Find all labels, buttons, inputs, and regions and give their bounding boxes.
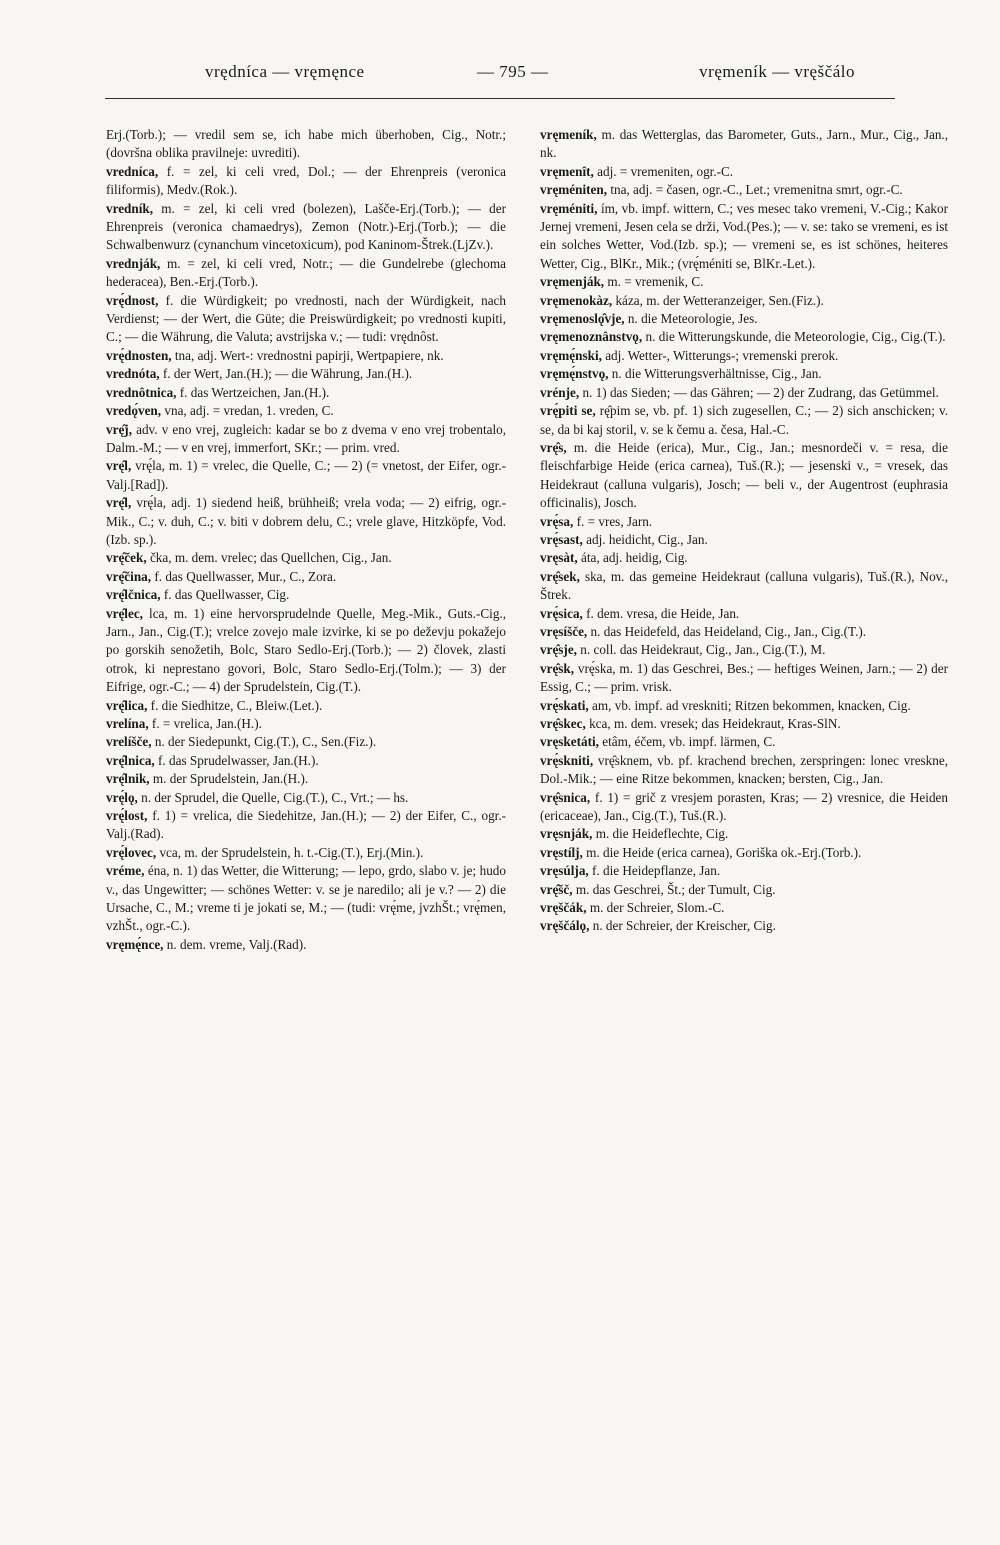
dictionary-entry [540, 881, 948, 899]
entry-text: éna, n. 1) das Wetter, die Witterung; — lepo, grdo, slabo v. je; hudo v., das Ungewitter; — schönes Wetter: v. se je naredilo; ali je v.? — 2) die Ursache, C., M.; vreme ti je jokati se, M.; — (tudi: vrę́me, jvzhŠt.; vrę́men, vzhŠt., ogr.-C.). [106, 863, 506, 934]
entry-text: rę̂pim se, vb. pf. 1) sich zugesellen, C.; — 2) sich anschicken; v. se, da bi kaj storil, v. se k čemu a. česa, Hal.-C. [540, 403, 948, 437]
dictionary-entry [540, 623, 948, 641]
entry-headword: vrę́sast, [540, 531, 583, 547]
entry-text: m. die Heide (erica), Mur., Cig., Jan.; mesnordeči v. = resa, die fleischfarbige Heide (erica carnea), Tuš.(R.); — jesenski v., = vresek, das Heidekraut (calluna vulgaris), Josch; — beli v., der Augentrost (euphrasia officinalis), Josch. [540, 439, 949, 511]
entry-headword: vrednják, [106, 255, 161, 271]
entry-text: áta, adj. heidig, Cig. [581, 550, 688, 566]
dictionary-entry [106, 200, 506, 255]
entry-text: f. die Heidepflanze, Jan. [592, 863, 721, 879]
entry-text: adv. v eno vrej, zugleich: kadar se bo z dvema v eno vrej trobentalo, Dalm.-M.; — v en vrej, immerfort, SKr.; — prim. vred. [106, 421, 507, 455]
entry-headword: vredǫ́ven, [106, 403, 162, 419]
dictionary-entry [106, 163, 506, 200]
dictionary-entry [540, 733, 948, 751]
entry-headword: vręmeník, [540, 127, 597, 142]
entry-text: m. das Wetterglas, das Barometer, Guts., Jarn., Mur., Cig., Jan., nk. [540, 127, 949, 161]
entry-headword: vrę̂sje, [540, 642, 577, 658]
entry-headword: vręmenoznânstvǫ, [540, 329, 643, 345]
entry-headword: vręméniti, [540, 200, 598, 216]
entry-text: f. = vres, Jarn. [576, 513, 653, 529]
dictionary-entry [106, 365, 506, 383]
entry-headword: vręsnják, [540, 826, 593, 842]
dictionary-entry [540, 641, 948, 659]
dictionary-entry [106, 605, 506, 697]
dictionary-entry [106, 494, 506, 549]
dictionary-entry [540, 660, 948, 697]
entry-text: n. der Siedepunkt, Cig.(T.), C., Sen.(Fiz.). [154, 734, 377, 750]
entry-text: vrę́ska, m. 1) das Geschrei, Bes.; — heftiges Weinen, Jarn.; — 2) der Essig, C.; — prim. vrisk. [540, 660, 948, 695]
dictionary-entry [540, 163, 948, 181]
dictionary-entry [540, 825, 948, 843]
entry-text: vrę̂sknem, vb. pf. krachend brechen, zerspringen: lonec vreskne, Dol.-Mik.; — eine Ritze bekommen, knacken; bersten, Cig., Jan. [540, 752, 949, 787]
entry-headword: vrę̂čina, [106, 568, 152, 584]
entry-headword: vrę̂sk, [540, 660, 575, 676]
entry-text: vca, m. der Sprudelstein, h. t.-Cig.(T.), Erj.(Min.). [159, 844, 424, 860]
dictionary-entry [106, 697, 506, 715]
entry-headword: vręsíšče, [540, 623, 588, 639]
entry-headword: vręstílj, [540, 844, 583, 860]
entry-text: f. das Sprudelwasser, Jan.(H.). [158, 752, 319, 768]
entry-text: m. = vremenik, C. [607, 274, 704, 290]
entry-text: f. das Quellwasser, Mur., C., Zora. [154, 568, 337, 584]
entry-text: m. = zel, ki celi vred, Notr.; — die Gundelrebe (glechoma hederacea), Ben.-Erj.(Torb.). [106, 255, 507, 290]
entry-text: m. die Heideflechte, Cig. [595, 826, 729, 842]
entry-headword: vrę̂lčnica, [106, 587, 161, 603]
entry-text: m. der Schreier, Slom.-C. [589, 900, 725, 916]
entry-headword: vrę̂lnik, [106, 771, 150, 787]
dictionary-entry [540, 292, 948, 310]
entry-headword: vręsàt, [540, 550, 578, 566]
entry-text: adj. heidicht, Cig., Jan. [586, 531, 708, 547]
dictionary-entry [106, 752, 506, 770]
dictionary-entry [106, 770, 506, 788]
entry-text: n. das Heidefeld, das Heideland, Cig., Jan., Cig.(T.). [590, 623, 867, 639]
dictionary-entry [540, 439, 948, 513]
right-column [540, 126, 948, 936]
entry-text: káza, m. der Wetteranzeiger, Sen.(Fiz.). [615, 292, 824, 308]
dictionary-entry [540, 605, 948, 623]
entry-headword: vręmę́nce, [106, 936, 164, 952]
entry-text: vna, adj. = vredan, 1. vreden, C. [164, 403, 334, 419]
entry-text: ím, vb. impf. wittern, C.; ves mesec tako vremeni, V.-Cig.; Kakor Jernej vremeni, Jesen cela se drži, Vod.(Pes.); — v. se: tako se vremeni, es ist ein solches Wetter, Vod.(Izb. sp.); — vremeni se, es ist schönes, heiteres Wetter, Cig., BlKr., Mik.; (vrę́méniti se, BlKr.-Let.). [540, 200, 949, 271]
dictionary-entry [540, 126, 948, 163]
dictionary-entry [106, 549, 506, 567]
entry-headword: vręmenît, [540, 163, 594, 179]
left-column [106, 126, 506, 954]
entry-headword: vręsúlja, [540, 863, 589, 879]
entry-text: n. die Witterungsverhältnisse, Cig., Jan. [611, 366, 822, 382]
entry-headword: vrę̂j, [106, 421, 132, 437]
dictionary-entry [540, 347, 948, 365]
entry-headword: vrę̂l, [106, 458, 132, 474]
entry-headword: vrelíšče, [106, 734, 152, 750]
dictionary-entry [106, 421, 506, 458]
entry-headword: vrénje, [540, 384, 580, 400]
entry-headword: vrę́lǫ, [106, 789, 138, 805]
dictionary-entry [106, 586, 506, 604]
dictionary-entry [106, 292, 506, 347]
dictionary-entry [540, 273, 948, 291]
entry-headword: vrę́sa, [540, 513, 574, 529]
entry-headword: vrelína, [106, 716, 149, 731]
dictionary-entry [106, 347, 506, 365]
dictionary-entry [540, 844, 948, 862]
header-left-range: vrędníca — vręmęnce [205, 62, 365, 81]
entry-headword: vredník, [106, 200, 154, 216]
entry-text: ska, m. das gemeine Heidekraut (calluna vulgaris), Tuš.(R.), Nov., Štrek. [540, 568, 949, 603]
entry-text: vrę́la, adj. 1) siedend heiß, brühheiß; vrela voda; — 2) eifrig, ogr.-Mik., C.; v. duh, C.; v. biti v dobrem delu, C.; vrele glave, Hitzköpfe, Vod.(Izb. sp.). [106, 495, 507, 547]
entry-headword: vręmenoslǫ̂vje, [540, 311, 625, 327]
entry-text: n. die Witterungskunde, die Meteorologie, Cig., Cig.(T.). [645, 329, 946, 345]
header-rule [105, 98, 895, 99]
entry-text: Erj.(Torb.); — vredil sem se, ich habe mich überhoben, Cig., Notr.; (dovršna oblika pravilneje: uvrediti). [106, 127, 506, 161]
entry-text: f. das Wertzeichen, Jan.(H.). [179, 384, 330, 400]
entry-headword: vrę̂lec, [106, 605, 143, 621]
entry-text: f. dem. vresa, die Heide, Jan. [586, 605, 740, 621]
entry-text: n. coll. das Heidekraut, Cig., Jan., Cig.(T.), M. [580, 642, 826, 658]
dictionary-entry [540, 200, 948, 274]
dictionary-entry [540, 531, 948, 549]
entry-headword: vrę́piti se, [540, 403, 596, 419]
page-number: — 795 — [477, 62, 549, 81]
entry-headword: vrę́skati, [540, 697, 589, 713]
entry-text: tna, adj. Wert-: vrednostni papirji, Wertpapiere, nk. [174, 347, 444, 363]
entry-headword: vrę́sica, [540, 605, 583, 621]
dictionary-entry [540, 917, 948, 935]
entry-text: etâm, éčem, vb. impf. lärmen, C. [602, 734, 776, 750]
entry-headword: vrę̂sek, [540, 568, 580, 584]
entry-headword: vręščák, [540, 900, 587, 916]
dictionary-entry [106, 807, 506, 844]
dictionary-entry [106, 733, 506, 751]
entry-text: n. der Schreier, der Kreischer, Cig. [592, 918, 776, 934]
dictionary-entry [106, 715, 506, 733]
entry-text: f. die Würdigkeit; po vrednosti, nach der Würdigkeit, nach Verdienst; — der Wert, die Güte; die Preiswürdigkeit; po vrednosti kupiti, C.; — die Währung, die Valuta; avstrijska v.; — tudi: vrędnôst. [106, 292, 507, 345]
entry-text: m. der Sprudelstein, Jan.(H.). [152, 771, 309, 787]
entry-text: f. das Quellwasser, Cig. [163, 587, 290, 603]
dictionary-entry [106, 402, 506, 420]
entry-headword: vręmenokàz, [540, 292, 613, 308]
entry-text: f. 1) = grič z vresjem porasten, Kras; — 2) vresnice, die Heiden (ericaceae), Jan., Cig.(T.), Tuš.(R.). [540, 789, 948, 824]
dictionary-entry [540, 384, 948, 402]
entry-headword: vręsketáti, [540, 734, 599, 750]
entry-text: f. = zel, ki celi vred, Dol.; — der Ehrenpreis (veronica filiformis), Medv.(Rok.). [106, 163, 506, 198]
entry-headword: vręmę́nstvǫ, [540, 366, 609, 382]
entry-text: n. 1) das Sieden; — das Gähren; — 2) der Zudrang, das Getümmel. [582, 384, 939, 400]
dictionary-entry [540, 862, 948, 880]
dictionary-entry [540, 899, 948, 917]
entry-headword: vrę̂skec, [540, 716, 586, 731]
entry-text: n. die Meteorologie, Jes. [627, 311, 758, 327]
entry-text: adj. Wetter-, Witterungs-; vremenski prerok. [605, 347, 839, 363]
entry-headword: vręméniten, [540, 182, 608, 198]
entry-text: lca, m. 1) eine hervorsprudelnde Quelle, Meg.-Mik., Guts.-Cig., Jarn., Jan., Cig.(T.); vrelce zovejo male izvirke, ki se po deževju pokažejo po gorskih senožetih, Bolc, Staro Sedlo-Erj.(Torb.); — 2) človek, zlasti otrok, ki neprestano govori, Bolc, Staro Sedlo-Erj.(Tolm.); — 3) der Eifrige, ogr.-C.; — 4) der Sprudelstein, Cig.(T.). [106, 605, 507, 695]
entry-headword: vrę̂snica, [540, 789, 591, 805]
entry-headword: vrę́lovec, [106, 844, 157, 860]
dictionary-entry [106, 384, 506, 402]
entry-text: n. der Sprudel, die Quelle, Cig.(T.), C., Vrt.; — hs. [141, 789, 409, 805]
dictionary-entry [106, 457, 506, 494]
entry-text: m. das Geschrei, Št.; der Tumult, Cig. [575, 881, 776, 897]
page-header [105, 62, 895, 90]
entry-headword: vrę́dnosten, [106, 347, 172, 363]
entry-text: adj. = vremeniten, ogr.-C. [597, 163, 734, 179]
entry-headword: vrednôtnica, [106, 384, 177, 400]
entry-text: m. die Heide (erica carnea), Goriška ok.-Erj.(Torb.). [586, 844, 862, 860]
entry-headword: vréme, [106, 863, 145, 879]
dictionary-entry [540, 697, 948, 715]
dictionary-entry [106, 126, 506, 163]
entry-text: f. = vrelica, Jan.(H.). [151, 716, 262, 731]
dictionary-entry [106, 862, 506, 936]
entry-headword: vrę̂lica, [106, 697, 148, 713]
dictionary-entry [106, 789, 506, 807]
entry-headword: vrę̂šč, [540, 881, 573, 897]
dictionary-entry [106, 936, 506, 954]
entry-text: čka, m. dem. vrelec; das Quellchen, Cig., Jan. [149, 550, 392, 566]
entry-headword: vręmenják, [540, 274, 605, 290]
entry-headword: vredníca, [106, 163, 159, 179]
dictionary-entry [106, 255, 506, 292]
dictionary-entry [540, 328, 948, 346]
dictionary-entry [540, 513, 948, 531]
entry-text: f. die Siedhitze, C., Bleiw.(Let.). [150, 697, 323, 713]
dictionary-entry [540, 365, 948, 383]
entry-headword: vrę̂lnica, [106, 752, 155, 768]
dictionary-entry [540, 549, 948, 567]
entry-headword: vrę́dnost, [106, 292, 159, 308]
entry-text: vrę́la, m. 1) = vrelec, die Quelle, C.; — 2) (= vnetost, der Eifer, ogr.-Valj.[Rad]). [106, 458, 506, 492]
dictionary-entry [540, 402, 948, 439]
entry-text: f. 1) = vrelica, die Siedehitze, Jan.(H.); — 2) der Eifer, C., ogr.-Valj.(Rad). [106, 808, 507, 842]
dictionary-entry [106, 844, 506, 862]
entry-text: tna, adj. = časen, ogr.-C., Let.; vremenitna smrt, ogr.-C. [610, 182, 903, 198]
entry-text: f. der Wert, Jan.(H.); — die Währung, Jan.(H.). [162, 366, 413, 382]
dictionary-entry [540, 568, 948, 605]
dictionary-entry [540, 789, 948, 826]
entry-headword: vrę̂s, [540, 439, 567, 455]
entry-text: n. dem. vreme, Valj.(Rad). [166, 936, 307, 952]
entry-headword: vrednóta, [106, 366, 160, 382]
entry-headword: vrę́skniti, [540, 752, 594, 768]
dictionary-entry [540, 715, 948, 733]
entry-text: m. = zel, ki celi vred (bolezen), Lašče-Erj.(Torb.); — der Ehrenpreis (veronica chamaedrys), Zemon (Notr.)-Erj.(Torb.); — die Schwalbenwurz (cynanchum vincetoxicum), pod Kaninom-Štrek.(LjZv.). [106, 200, 507, 253]
header-right-range: vręmeník — vręščálo [699, 62, 855, 81]
entry-headword: vrę̂ček, [106, 550, 147, 566]
entry-headword: vrę́lost, [106, 808, 148, 824]
entry-headword: vręščálǫ, [540, 918, 590, 934]
dictionary-entry [540, 752, 948, 789]
dictionary-entry [540, 310, 948, 328]
entry-headword: vrę̂l, [106, 495, 132, 511]
entry-headword: vręmę́nski, [540, 347, 602, 363]
entry-text: kca, m. dem. vresek; das Heidekraut, Kras-SlN. [589, 716, 841, 731]
dictionary-entry [106, 568, 506, 586]
dictionary-entry [540, 181, 948, 199]
entry-text: am, vb. impf. ad vreskniti; Ritzen bekommen, knacken, Cig. [592, 697, 911, 713]
